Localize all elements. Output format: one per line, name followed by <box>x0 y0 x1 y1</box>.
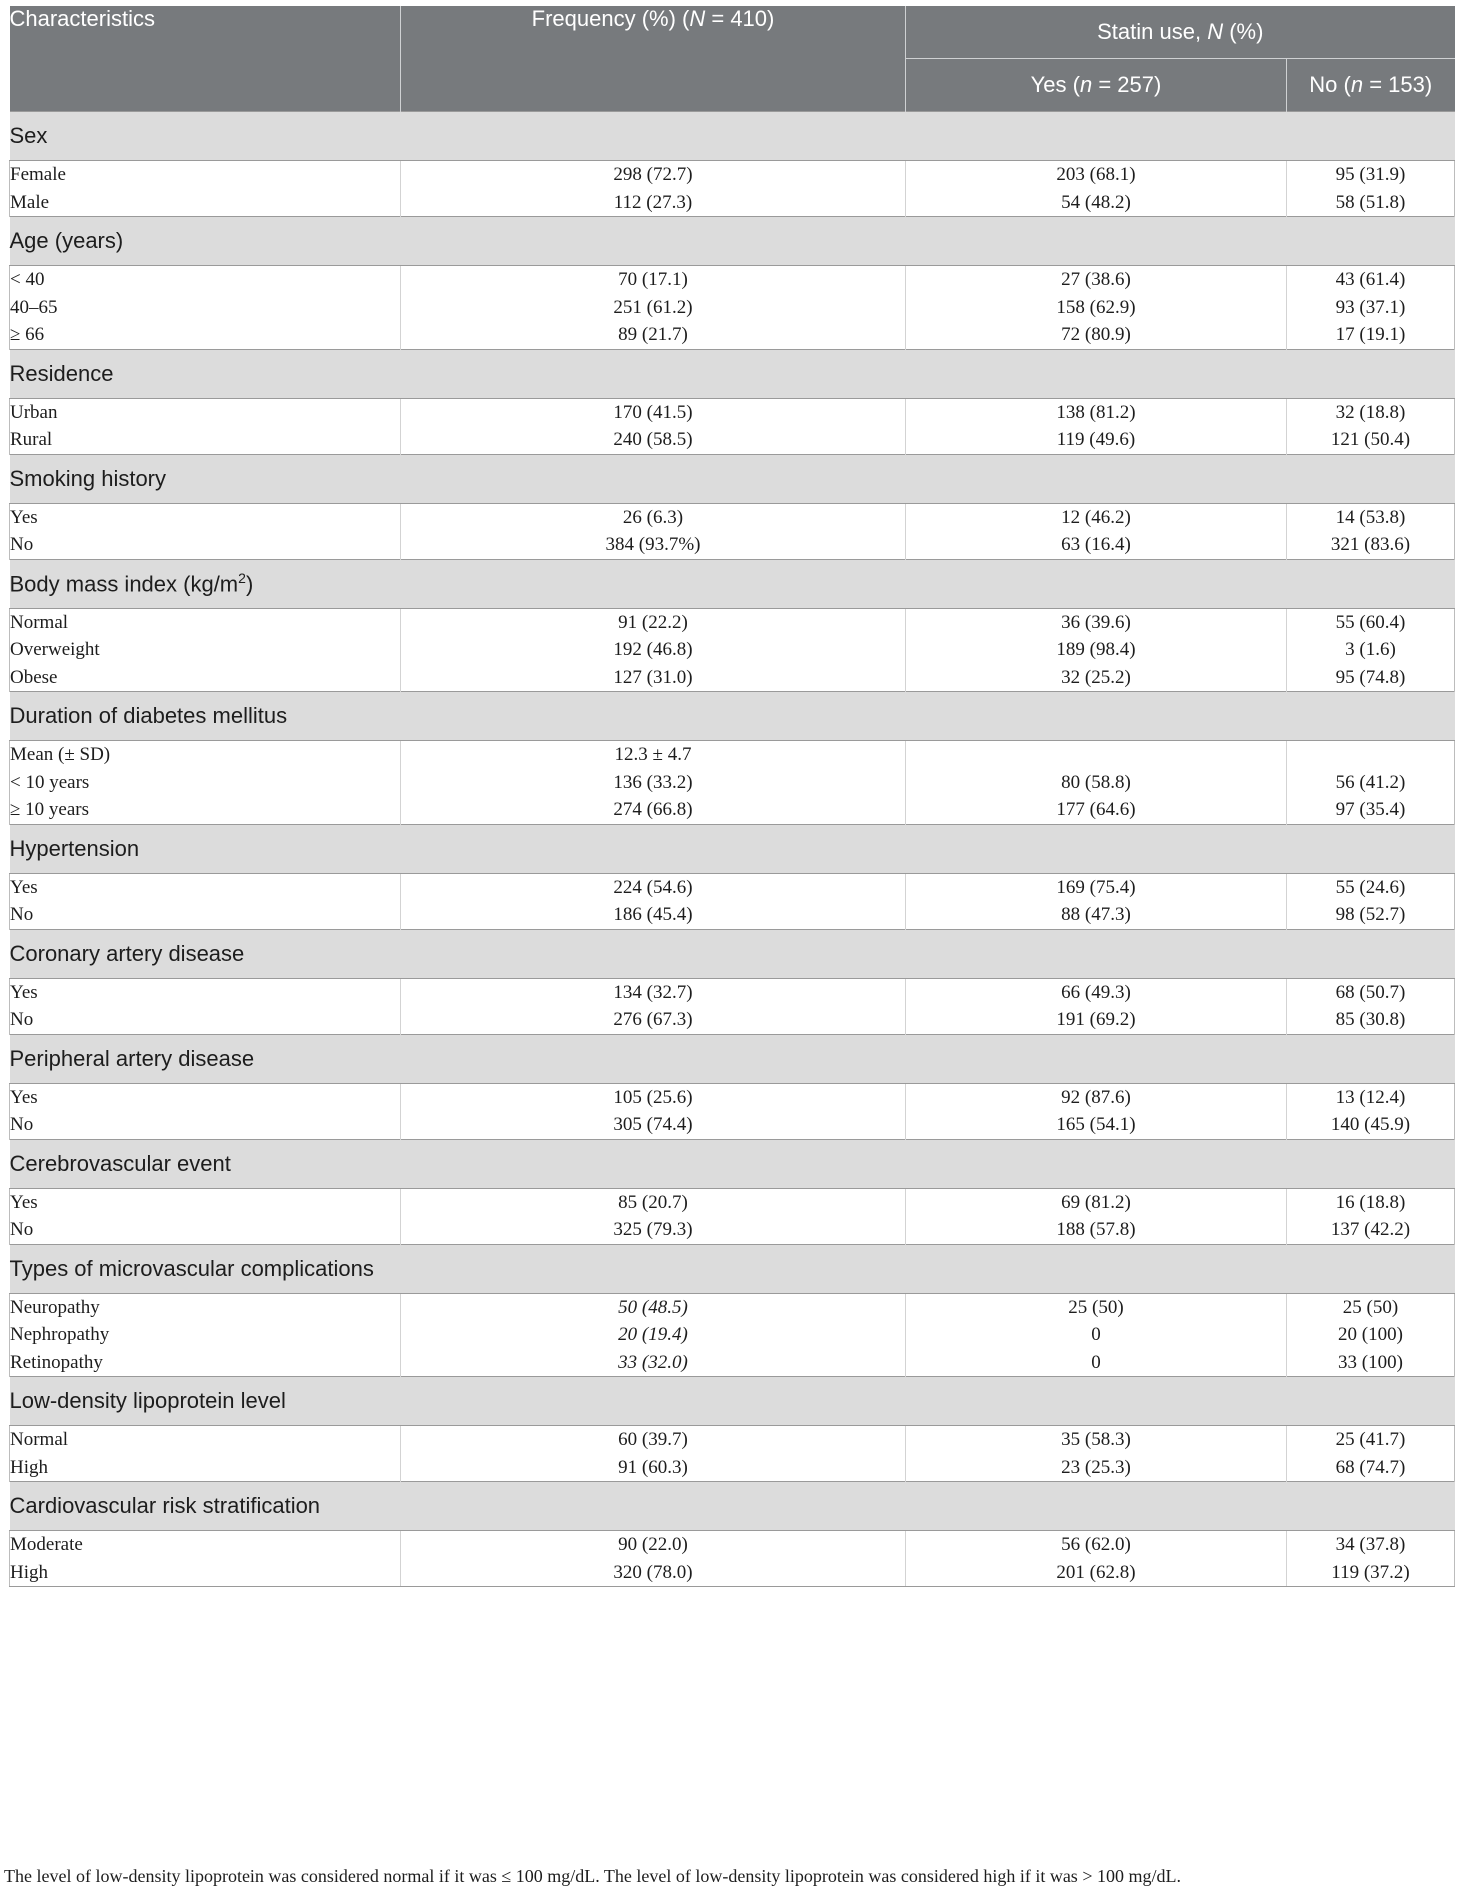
column-freq <box>401 398 906 454</box>
cell-freq: 274 (66.8) <box>613 799 693 820</box>
cell-no: 85 (30.8) <box>1335 1009 1406 1030</box>
column-no <box>1287 1293 1455 1377</box>
cell-label: Moderate <box>10 1534 83 1555</box>
header-row-1 <box>10 6 1455 59</box>
section-rows <box>10 608 1455 692</box>
column-label <box>10 1293 401 1377</box>
cell-freq: 26 (6.3) <box>622 506 684 528</box>
cell-yes: 0 <box>1091 1324 1101 1345</box>
cell-label: Rural <box>10 429 53 450</box>
section-rows <box>10 398 1455 454</box>
section-title: Cerebrovascular event <box>10 1139 1455 1188</box>
cell-yes: 25 (50) <box>1068 1296 1124 1318</box>
column-freq <box>401 266 906 350</box>
column-label <box>10 161 401 217</box>
column-no <box>1287 266 1455 350</box>
cell-label: Overweight <box>10 639 100 660</box>
cell-freq: 85 (20.7) <box>618 1191 688 1213</box>
cell-no: 58 (51.8) <box>1335 191 1406 213</box>
cell-no: 14 (53.8) <box>1335 506 1406 528</box>
cell-no: 56 (41.2) <box>1335 771 1406 793</box>
cell-yes: 138 (81.2) <box>1056 401 1136 423</box>
column-label <box>10 1426 401 1482</box>
section-rows <box>10 1083 1455 1139</box>
cell-yes: 188 (57.8) <box>1056 1219 1136 1240</box>
section-title: Hypertension <box>10 824 1455 873</box>
cell-freq: 91 (60.3) <box>618 1456 688 1478</box>
characteristics-table <box>9 6 1455 1587</box>
cell-yes: 27 (38.6) <box>1061 269 1131 290</box>
column-yes <box>906 266 1287 350</box>
cell-yes: 66 (49.3) <box>1061 981 1131 1003</box>
cell-label: Normal <box>10 611 69 633</box>
cell-freq: 251 (61.2) <box>613 296 693 318</box>
cell-freq: 325 (79.3) <box>613 1219 693 1240</box>
section-title: Smoking history <box>10 454 1455 503</box>
cell-label: No <box>10 1219 34 1240</box>
column-label <box>10 1083 401 1139</box>
section-header <box>10 1482 1455 1531</box>
cell-label: Yes <box>10 981 38 1003</box>
section-header <box>10 1377 1455 1426</box>
cell-label: Yes <box>10 1086 38 1108</box>
column-freq <box>401 873 906 929</box>
column-label <box>10 608 401 692</box>
cell-no: 68 (50.7) <box>1335 981 1406 1003</box>
section-rows <box>10 266 1455 350</box>
cell-no: 32 (18.8) <box>1335 401 1406 423</box>
cell-yes: 80 (58.8) <box>1061 771 1131 793</box>
column-label <box>10 978 401 1034</box>
cell-freq: 134 (32.7) <box>613 981 693 1003</box>
column-no <box>1287 741 1455 825</box>
section-title: Duration of diabetes mellitus <box>10 692 1455 741</box>
cell-freq: 33 (32.0) <box>618 1351 688 1373</box>
cell-no: 20 (100) <box>1338 1324 1403 1345</box>
section-title: Types of microvascular complications <box>10 1244 1455 1293</box>
column-freq <box>401 1531 906 1587</box>
column-no <box>1287 873 1455 929</box>
cell-no: 95 (31.9) <box>1335 164 1406 185</box>
cell-yes: 23 (25.3) <box>1061 1456 1131 1478</box>
cell-label: Female <box>10 164 66 185</box>
section-header <box>10 217 1455 266</box>
header-statin-use: Statin use, N (%) <box>906 6 1455 59</box>
section-rows <box>10 161 1455 217</box>
column-freq <box>401 608 906 692</box>
cell-no: 34 (37.8) <box>1335 1534 1406 1555</box>
column-no <box>1287 398 1455 454</box>
cell-no: 25 (41.7) <box>1335 1429 1406 1450</box>
cell-label: Yes <box>10 506 38 528</box>
cell-freq: 305 (74.4) <box>613 1114 693 1135</box>
cell-label: < 10 years <box>10 771 90 793</box>
column-yes <box>906 1083 1287 1139</box>
section-rows <box>10 503 1455 559</box>
column-yes <box>906 503 1287 559</box>
column-freq <box>401 978 906 1034</box>
cell-no: 93 (37.1) <box>1335 296 1406 318</box>
cell-label: Yes <box>10 1191 38 1213</box>
cell-no: 321 (83.6) <box>1330 534 1411 555</box>
column-freq <box>401 741 906 825</box>
section-title: Peripheral artery disease <box>10 1034 1455 1083</box>
cell-yes: 0 <box>1091 1351 1101 1373</box>
column-yes <box>906 1531 1287 1587</box>
section-header <box>10 559 1455 608</box>
cell-yes: 88 (47.3) <box>1061 904 1131 925</box>
cell-freq: 276 (67.3) <box>613 1009 693 1030</box>
cell-freq: 127 (31.0) <box>613 666 693 688</box>
cell-freq: 91 (22.2) <box>618 611 688 633</box>
column-yes <box>906 161 1287 217</box>
cell-yes: 32 (25.2) <box>1061 666 1131 688</box>
cell-yes: 35 (58.3) <box>1061 1429 1131 1450</box>
section-header <box>10 1244 1455 1293</box>
cell-yes: 119 (49.6) <box>1056 429 1136 450</box>
column-freq <box>401 1293 906 1377</box>
cell-no: 55 (60.4) <box>1335 611 1406 633</box>
cell-no: 16 (18.8) <box>1335 1191 1406 1213</box>
cell-no: 43 (61.4) <box>1335 269 1406 290</box>
cell-freq: 240 (58.5) <box>613 429 693 450</box>
cell-label: Mean (± SD) <box>10 744 111 765</box>
cell-label: No <box>10 1114 34 1135</box>
cell-yes: 158 (62.9) <box>1056 296 1136 318</box>
column-freq <box>401 1083 906 1139</box>
table-body <box>10 112 1455 1587</box>
cell-label: No <box>10 1009 34 1030</box>
cell-no: 137 (42.2) <box>1330 1219 1411 1240</box>
section-header <box>10 349 1455 398</box>
cell-label: Yes <box>10 876 38 898</box>
cell-label: No <box>10 534 34 555</box>
column-yes <box>906 608 1287 692</box>
cell-yes: 169 (75.4) <box>1056 876 1136 898</box>
cell-freq: 20 (19.4) <box>618 1324 688 1345</box>
section-title: Low-density lipoprotein level <box>10 1377 1455 1426</box>
cell-yes: 165 (54.1) <box>1056 1114 1136 1135</box>
cell-freq: 105 (25.6) <box>613 1086 693 1108</box>
cell-label: < 40 <box>10 269 45 290</box>
section-rows <box>10 1188 1455 1244</box>
column-freq <box>401 1188 906 1244</box>
section-title: Coronary artery disease <box>10 929 1455 978</box>
cell-no: 13 (12.4) <box>1335 1086 1406 1108</box>
column-no <box>1287 1188 1455 1244</box>
cell-freq: 192 (46.8) <box>613 639 693 660</box>
column-no <box>1287 161 1455 217</box>
section-rows <box>10 1531 1455 1587</box>
column-freq <box>401 1426 906 1482</box>
column-no <box>1287 503 1455 559</box>
section-rows <box>10 1293 1455 1377</box>
section-title: Body mass index $(kg/m^2)$ <box>10 559 1455 608</box>
header-frequency: Frequency (%) (N = 410) <box>401 6 906 112</box>
cell-no: 25 (50) <box>1342 1296 1399 1318</box>
column-yes <box>906 398 1287 454</box>
section-title: Cardiovascular risk stratification <box>10 1482 1455 1531</box>
cell-label: 40–65 <box>10 296 58 318</box>
section-title: Age (years) <box>10 217 1455 266</box>
cell-yes: 203 (68.1) <box>1056 164 1136 185</box>
section-title: Residence <box>10 349 1455 398</box>
column-label <box>10 1188 401 1244</box>
column-label <box>10 741 401 825</box>
section-header <box>10 692 1455 741</box>
section-header <box>10 929 1455 978</box>
cell-freq: 89 (21.7) <box>618 324 688 345</box>
section-header <box>10 824 1455 873</box>
cell-label: Retinopathy <box>10 1351 103 1373</box>
cell-label: High <box>10 1561 48 1583</box>
cell-freq: 384 (93.7%) <box>605 534 701 555</box>
cell-yes: 54 (48.2) <box>1061 191 1131 213</box>
column-yes <box>906 978 1287 1034</box>
cell-freq: 224 (54.6) <box>613 876 693 898</box>
cell-freq: 70 (17.1) <box>618 269 688 290</box>
cell-no: 68 (74.7) <box>1335 1456 1406 1478</box>
header-yes: Yes (n = 257) <box>906 59 1287 112</box>
column-freq <box>401 503 906 559</box>
cell-no: 55 (24.6) <box>1335 876 1406 898</box>
cell-no: 121 (50.4) <box>1330 429 1411 450</box>
cell-yes <box>906 741 1286 769</box>
cell-freq: 12.3 ± 4.7 <box>614 744 692 765</box>
section-rows <box>10 741 1455 825</box>
cell-label: ≥ 10 years <box>10 799 90 820</box>
cell-yes: 12 (46.2) <box>1061 506 1131 528</box>
cell-freq: 170 (41.5) <box>613 401 693 423</box>
cell-no: 3 (1.6) <box>1345 639 1396 660</box>
cell-freq: 298 (72.7) <box>613 164 693 185</box>
section-rows <box>10 873 1455 929</box>
cell-freq: 90 (22.0) <box>618 1534 688 1555</box>
column-freq <box>401 161 906 217</box>
column-no <box>1287 1083 1455 1139</box>
section-rows <box>10 978 1455 1034</box>
cell-no: 17 (19.1) <box>1335 324 1406 345</box>
table-footnote: The level of low-density lipoprotein was considered normal if it was ≤ 100 mg/dL. The level of low-density lipoprotein was considered high if it was > 100 mg/dL. <box>4 1866 1181 1886</box>
cell-label: Neuropathy <box>10 1296 100 1318</box>
cell-freq: 112 (27.3) <box>613 191 693 213</box>
cell-yes: 56 (62.0) <box>1061 1534 1131 1555</box>
section-rows <box>10 1426 1455 1482</box>
cell-label: High <box>10 1456 48 1478</box>
cell-label: Male <box>10 191 50 213</box>
column-label <box>10 1531 401 1587</box>
cell-no: 119 (37.2) <box>1331 1561 1410 1583</box>
column-yes <box>906 1426 1287 1482</box>
section-header <box>10 1139 1455 1188</box>
section-title: Sex <box>10 112 1455 161</box>
cell-freq: 60 (39.7) <box>618 1429 688 1450</box>
section-header <box>10 112 1455 161</box>
cell-yes: 69 (81.2) <box>1061 1191 1131 1213</box>
cell-label: Nephropathy <box>10 1324 110 1345</box>
cell-label: No <box>10 904 34 925</box>
section-header <box>10 1034 1455 1083</box>
cell-label: ≥ 66 <box>10 324 45 345</box>
column-yes <box>906 873 1287 929</box>
cell-no: 97 (35.4) <box>1335 799 1406 820</box>
cell-yes: 63 (16.4) <box>1061 534 1131 555</box>
cell-freq: 50 (48.5) <box>618 1296 688 1318</box>
cell-yes: 177 (64.6) <box>1056 799 1136 820</box>
column-label <box>10 266 401 350</box>
cell-yes: 201 (62.8) <box>1056 1561 1136 1583</box>
header-characteristics: Characteristics <box>10 6 401 112</box>
cell-no: 98 (52.7) <box>1335 904 1406 925</box>
cell-label: Obese <box>10 666 58 688</box>
column-label <box>10 873 401 929</box>
cell-freq: 136 (33.2) <box>613 771 693 793</box>
column-no <box>1287 1531 1455 1587</box>
cell-no: 95 (74.8) <box>1335 666 1406 688</box>
header-no: No (n = 153) <box>1287 59 1455 112</box>
column-yes <box>906 1293 1287 1377</box>
column-label <box>10 503 401 559</box>
column-no <box>1287 608 1455 692</box>
column-no <box>1287 1426 1455 1482</box>
cell-freq: 320 (78.0) <box>613 1561 693 1583</box>
cell-yes: 191 (69.2) <box>1056 1009 1136 1030</box>
cell-yes: 72 (80.9) <box>1061 324 1131 345</box>
cell-no: 33 (100) <box>1338 1351 1403 1373</box>
cell-no: 140 (45.9) <box>1330 1114 1411 1135</box>
cell-yes: 189 (98.4) <box>1056 639 1136 660</box>
column-yes <box>906 1188 1287 1244</box>
cell-label: Urban <box>10 401 58 423</box>
cell-no <box>1287 741 1454 769</box>
column-label <box>10 398 401 454</box>
column-no <box>1287 978 1455 1034</box>
cell-yes: 36 (39.6) <box>1061 611 1131 633</box>
cell-freq: 186 (45.4) <box>613 904 693 925</box>
section-header <box>10 454 1455 503</box>
column-yes <box>906 741 1287 825</box>
cell-label: Normal <box>10 1429 69 1450</box>
cell-yes: 92 (87.6) <box>1061 1086 1131 1108</box>
